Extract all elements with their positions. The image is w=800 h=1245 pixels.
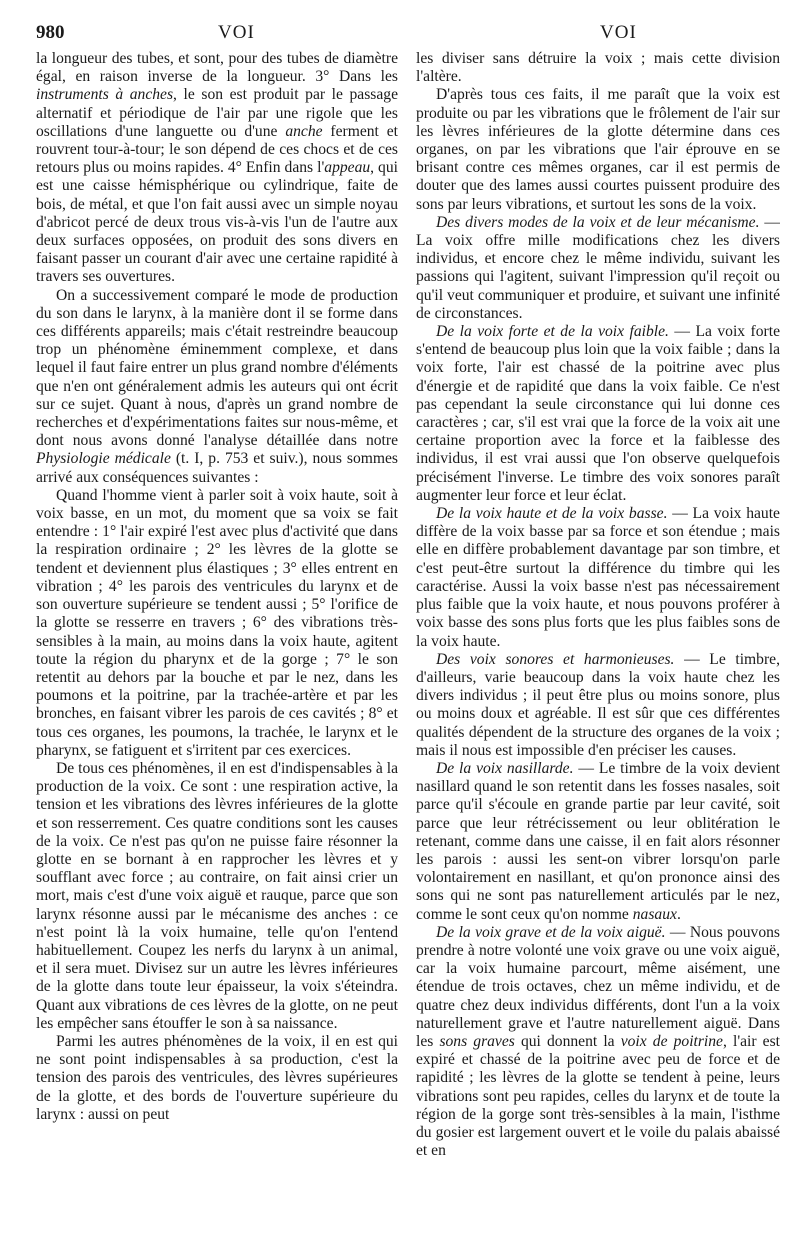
running-head-right: VOI (600, 22, 637, 43)
section-heading: De la voix haute et de la voix basse. (436, 505, 668, 523)
section-paragraph: De la voix forte et de la voix faible. — La voix forte s'entend de beaucoup plus loin que la voix faible ; dans la voix forte, l'air est chassé de la poitrine avec plus d'énergie et de rapidité que dans la voix faible. Ce n'est pas cependant la seule circonstance qui lui donne ces caractères ; car, s'il est vrai que la force de la voix ait une certaine proportion avec la force et la faiblesse des individus, il est vrai aussi que l'on observe quelquefois précisément l'inverse. Le timbre des voix sonores paraît augmenter leur force et leur éclat. (416, 323, 780, 504)
paragraph: De tous ces phénomènes, il en est d'indispensables à la production de la voix. Ce sont : une respiration active, la tension et les vibrations des lèvres inférieures de la glotte et son resserrement. Ces quatre conditions sont les causes de la voix. Ce n'est pas qu'on ne puisse faire résonner la glotte en se bornant à en rapprocher les lèvres et y soufflant avec force ; au contraire, on fait ainsi crier un mort, mais c'est d'une voix aiguë et rauque, parce que son larynx résonne aussi par le mécanisme des anches : ce n'est point là la voix humaine, telle qu'on l'entend habituellement. Coupez les nerfs du larynx à un animal, et il sera muet. Divisez sur un autre les lèvres inférieures de la glotte dans toute leur épaisseur, la voix s'éteindra. Quant aux vibrations de ces lèvres de la glotte, on ne peut les empêcher sans étouffer le son à sa naissance. (36, 759, 398, 1032)
section-heading: De la voix nasillarde. (436, 759, 574, 777)
paragraph: Quand l'homme vient à parler soit à voix haute, soit à voix basse, en un mot, du moment que sa voix se fait entendre : 1° l'air expiré l'est avec plus d'activité que dans la respiration ordinaire ; 2° les lèvres de la glotte se tendent et deviennent plus élastiques ; 3° elles entrent en vibration ; 4° les parois des ventricules du larynx et de son ouverture supérieure se tendent aussi ; 5° l'orifice de la glotte se resserre en travers ; 6° des vibrations très-sensibles à la main, au moins dans la voix haute, agitent toute la région du pharynx et de la gorge ; 7° le son retentit au dehors par la bouche et par le nez, dans les poumons et la poitrine, par la trachée-artère et par les bronches, en faisant vibrer les parois de ces cavités ; 8° et tous ces organes, les poumons, la trachée, le larynx et le pharynx, se fatiguent et s'irritent par ces exercices. (36, 486, 398, 759)
paragraph: les diviser sans détruire la voix ; mais cette division l'altère. (416, 50, 780, 86)
section-paragraph: Des voix sonores et harmonieuses. — Le timbre, d'ailleurs, varie beaucoup dans la voix haute chez les divers individus ; il peut être plus ou moins sonore, plus ou moins doux et agréable. Il est sûr que ces différentes qualités dépendent de la structure des organes de la voix ; mais il nous est impossible d'en préciser les causes. (416, 650, 780, 759)
paragraph: D'après tous ces faits, il me paraît que la voix est produite ou par les vibrations que le frôlement de l'air sur les lèvres inférieures de la glotte détermine dans ces organes, on par les vibrations que l'air éprouve en se brisant contre ces mêmes organes, car il est permis de douter que des lames aussi courtes puissent produire des sons par leurs vibrations, et surtout les sons de la voix. (416, 86, 780, 213)
section-heading: Des divers modes de la voix et de leur mécanisme. (436, 213, 760, 231)
left-column (36, 50, 398, 1235)
paragraph: On a successivement comparé le mode de production du son dans le larynx, à la manière dont il se forme dans ces différents appareils; mais c'était restreindre beaucoup trop un phénomène éminemment complexe, et dans lequel il faut faire entrer un plus grand nombre d'éléments que n'en ont généralement admis les auteurs qui ont écrit sur ce sujet. Quant à nous, d'après un grand nombre de recherches et d'expérimentations faites sur nous-même, et dont nous avons donné l'analyse détaillée dans notre Physiologie médicale (t. I, p. 753 et suiv.), nous sommes arrivé aux conséquences suivantes : (36, 286, 398, 486)
section-heading: De la voix grave et de la voix aiguë. (436, 923, 666, 941)
section-paragraph: De la voix grave et de la voix aiguë. — Nous pouvons prendre à notre volonté une voix grave ou une voix aiguë, car la voix humaine parcourt, même aisément, une étendue de trois octaves, chez un même individu, et de quatre chez deux individus différents, dont l'un a la voix naturellement grave et l'autre naturellement aiguë. Dans les sons graves qui donnent la voix de poitrine, l'air est expiré et chassé de la poitrine avec peu de force et de rapidité ; les lèvres de la glotte se tendent à peine, leurs vibrations sont peu rapides, celles du larynx et de toute la région de la gorge sont très-sensibles à la main, l'isthme du gosier est largement ouvert et le voile du palais abaissé et en (416, 923, 780, 1160)
paragraph: la longueur des tubes, et sont, pour des tubes de diamètre égal, en raison inverse de la longueur. 3° Dans les instruments à anches, le son est produit par le passage alternatif et périodique de l'air par une rigole que les oscillations d'une languette ou d'une anche ferment et rouvrent tour-à-tour; le son dépend de ces chocs et de ces retours plus ou moins rapides. 4° Enfin dans l'appeau, qui est une caisse hémisphérique ou cylindrique, faite de bois, de métal, et que l'on fait aussi avec un simple noyau d'abricot percé de deux trous vis-à-vis l'un de l'autre aux deux surfaces opposées, on produit des sons divers en faisant passer un courant d'air avec une certaine rapidité à travers ses ouvertures. (36, 50, 398, 286)
section-paragraph: Des divers modes de la voix et de leur mécanisme. — La voix offre mille modifications chez les divers individus, et encore chez le même individu, suivant les passions qui l'agitent, suivant l'impression qu'il reçoit ou qu'il veut communiquer et produire, et suivant une infinité de circonstances. (416, 213, 780, 322)
running-head-left: VOI (218, 22, 255, 43)
section-paragraph: De la voix nasillarde. — Le timbre de la voix devient nasillard quand le son retentit dans les fosses nasales, soit parce qu'il s'écoule en grande partie par leur cavité, soit parce que leur rétrécissement ou leur oblitération le retenant, comme dans une caisse, il en fait alors résonner les parois : aussi les sent-on vibrer lorsqu'on parle volontairement en nasillant, et qu'on prononce ainsi des sons qui ne sont pas naturellement articulés par le nez, comme le sont ceux qu'on nomme nasaux. (416, 759, 780, 923)
section-paragraph: De la voix haute et de la voix basse. — La voix haute diffère de la voix basse par sa force et son étendue ; mais elle en diffère probablement davantage par son timbre, et c'est peut-être surtout la différence du timbre qui les caractérise. Aussi la voix basse n'est pas nécessairement plus faible que la voix haute, et nous pouvons proférer à voix basse des sons plus forts que les plus faibles sons de la voix haute. (416, 505, 780, 650)
section-heading: De la voix forte et de la voix faible. (436, 323, 669, 341)
page-header (28, 22, 780, 48)
page-number: 980 (36, 22, 65, 43)
paragraph: Parmi les autres phénomènes de la voix, il en est qui ne sont point indispensables à sa production, c'est la tension des parois des ventricules, des lèvres supérieures de la glotte, et des bords de l'ouverture supérieure du larynx : aussi on peut (36, 1032, 398, 1123)
right-column (416, 50, 780, 1235)
section-heading: Des voix sonores et harmonieuses. (436, 650, 675, 668)
